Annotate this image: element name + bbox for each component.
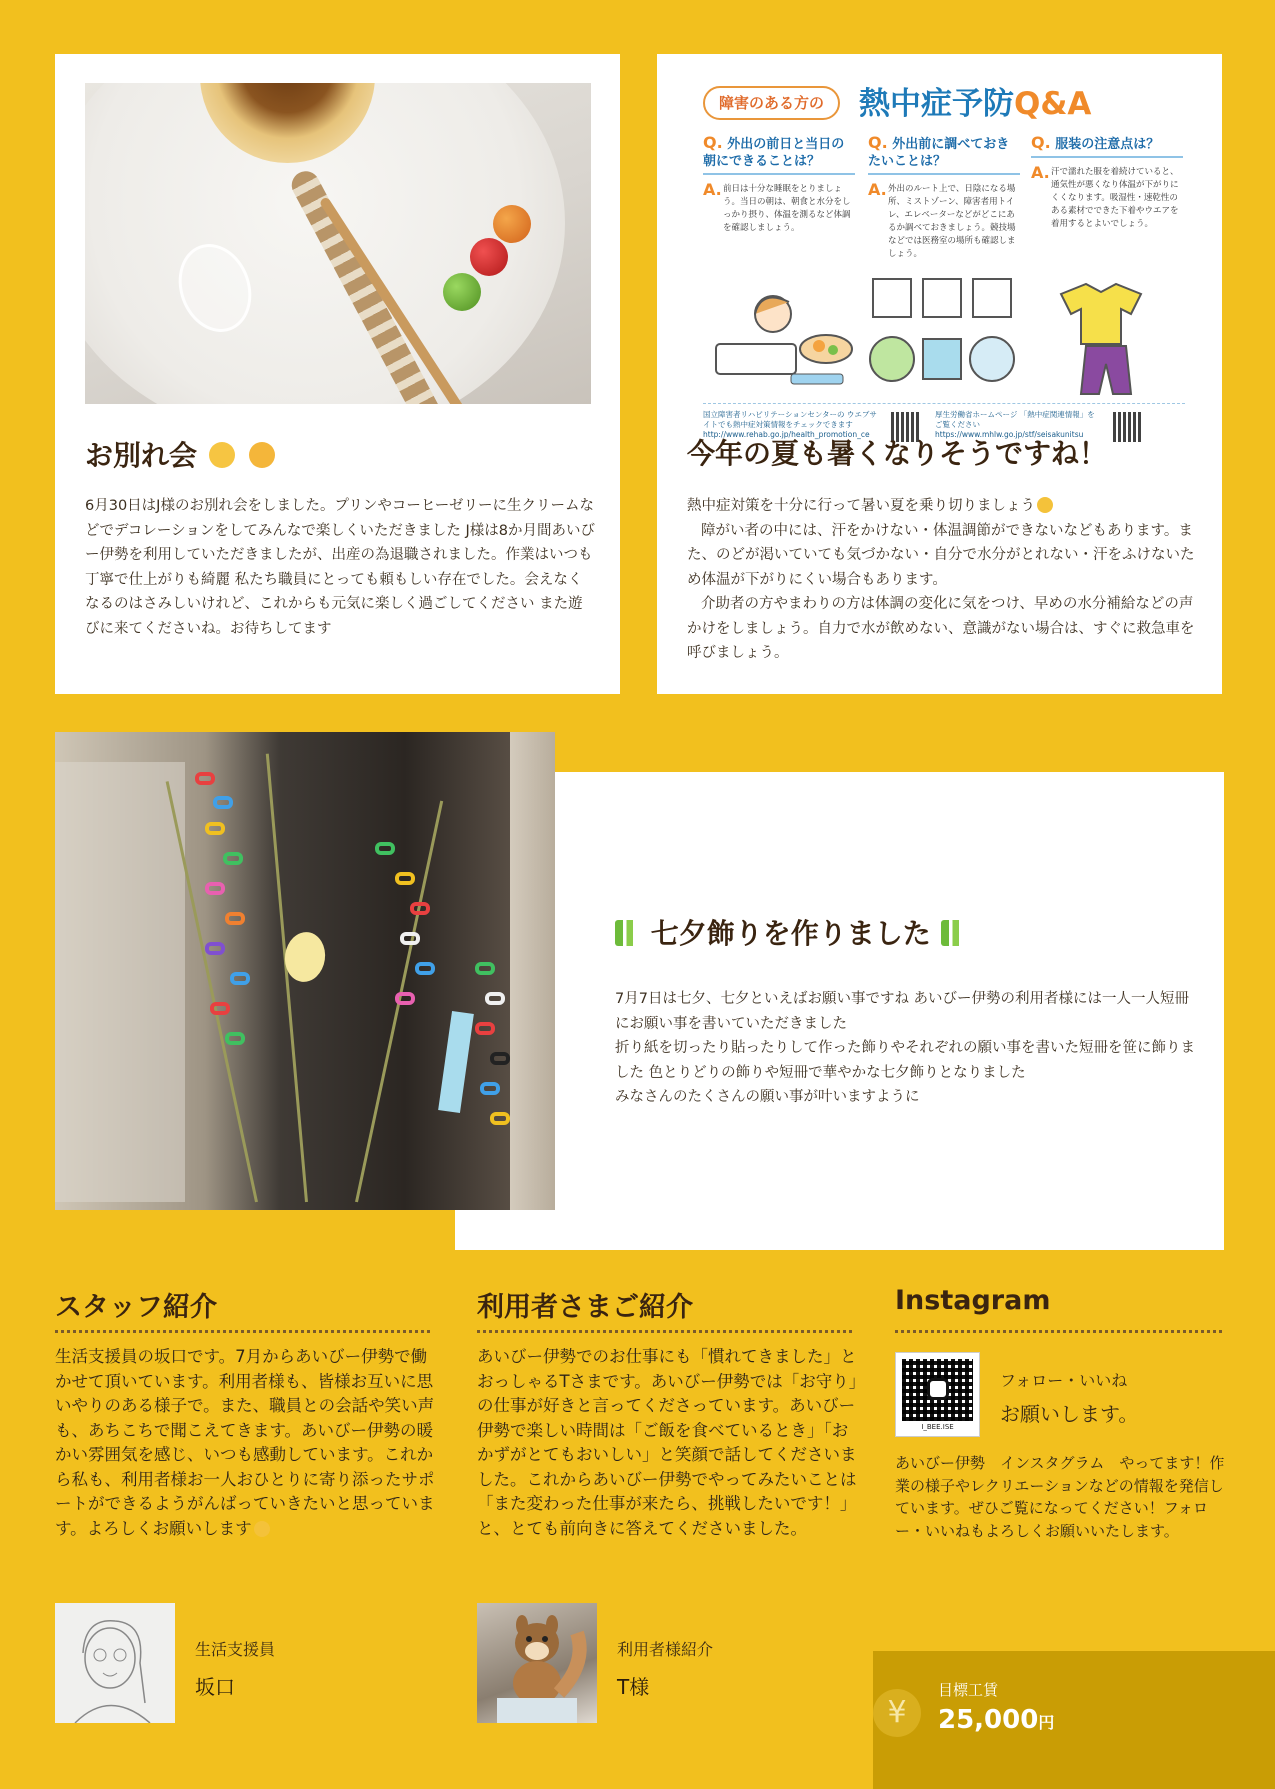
poster-q3: 服装の注意点は？ <box>1055 137 1160 152</box>
staff-name: 坂口 <box>195 1675 235 1699</box>
target-wage-box <box>873 1651 1275 1789</box>
staff-divider <box>55 1330 430 1333</box>
farewell-title: お別れ会 <box>85 434 277 474</box>
clothes-illustration <box>1031 274 1181 400</box>
smiling-face-icon <box>254 1521 270 1537</box>
tanabata-photo <box>55 732 555 1210</box>
yen-icon: ¥ <box>873 1689 921 1737</box>
sleeping-person-illustration <box>711 274 861 400</box>
summer-body <box>687 494 1197 666</box>
facilities-illustration <box>868 274 1018 400</box>
poster-a3: 汗で濡れた服を着続けていると、通気性が悪くなり体温が下がりにくくなります。吸湿性・速乾性のある素材でできた下着やウエアを着用するとよいでしょう。 <box>1051 167 1179 229</box>
poster-q2: 外出前に調べておきたいことは？ <box>868 137 1010 169</box>
instagram-follow-line2: お願いします。 <box>1000 1402 1139 1426</box>
tanabata-card <box>455 772 1224 1250</box>
staff-text: 生活支援員の坂口です。7月からあいびー伊勢で働かせて頂いています。利用者様も、皆様お互いに思いやりのある様子で。また、職員との会話や笑い声も、あちこちで聞こえてきます。あいびー伊勢の暖かい雰囲気を感じ、いつも感動しています。これから私も、利用者様お一人おひとりに寄り添ったサポートができるようがんばっていきたいと思っています。よろしくお願いします <box>55 1347 435 1538</box>
user-divider <box>477 1330 852 1333</box>
tanabata-line1: 7月7日は七夕、七夕といえばお願い事ですね あいびー伊勢の利用者様には一人一人短冊にお願い事を書いていただきました <box>615 991 1190 1032</box>
instagram-text: あいびー伊勢 インスタグラム やってます！作業の様子やレクリエーションなどの情報を発信しています。ぜひご覧になってください！フォロー・いいねもよろしくお願いいたします。 <box>895 1454 1225 1540</box>
poster-pill: 障害のある方の <box>703 86 840 120</box>
farewell-card <box>55 54 620 694</box>
summer-title: 今年の夏も暑くなりそうですね！ <box>687 437 1108 470</box>
tanabata-body <box>615 987 1195 1110</box>
target-wage-label: 目標工賃 <box>938 1681 999 1699</box>
staff-role: 生活支援員 <box>195 1640 276 1659</box>
tanabata-line2: 折り紙を切ったり貼ったりして作った飾りやそれぞれの願い事を書いた短冊を笹に飾りました 色とりどりの飾りや短冊で華やかな七夕飾りとなりました <box>615 1040 1195 1081</box>
summer-p2: 障がい者の中には、汗をかけない・体温調節ができないなどもあります。また、のどが渇いていても気づかない・自分で水分がとれない・汗をふけないため体温が下がりにくい場合もあります。 <box>687 522 1195 588</box>
farewell-photo <box>85 83 591 404</box>
instagram-qr-code[interactable] <box>895 1352 980 1437</box>
heatstroke-card <box>657 54 1222 694</box>
tanabata-title: 七夕飾りを作りました <box>615 912 967 952</box>
summer-p3: 介助者の方やまわりの方は体調の変化に気をつけ、早めの水分補給などの声かけをしましょう。自力で水が飲めない、意識がない場合は、すぐに救急車を呼びましょう。 <box>687 596 1195 661</box>
bamboo-icon <box>615 920 641 946</box>
heatstroke-poster: 障害のある方の 熱中症予防Q&A Q. 外出の前日と当日の朝にできることは？ A. 前日は十分な睡眠をとりましょう。当日の朝は、朝食と水分をしっかり摂り、体温を測るなど体調を確認しましょう。 Q. 外出前に調べておきたいことは？ A. 外出のルート上で、日陰になる場所、ミストゾーン、障害者用トイレ、エレベーターなどがどこにあるか調べておきましょう。競技場などでは医務室の場所も確認しましょう。 Q. 服装の注意点は？ A. 汗で濡れた服を着続けていると、通気性が悪くなり体温が下がりにくくなります。吸湿性・速乾性のある素材でできた下着やウエアを着用するとよいでしょう。 国立障害者リハビリテーションセンターの ウエブサイトでも熱中症対策情報をチェックできます http://www.rehab.go.jp/health_promotion_ce 厚生労働省ホームページ 「熱中症関連情報」をご覧ください https://www.mhlw.go.jp/stf/seisakunitsu <box>703 78 1185 460</box>
staff-heading: スタッフ紹介 <box>55 1292 217 1323</box>
instagram-divider <box>895 1330 1222 1333</box>
target-wage-value: 25,000円 <box>938 1705 1055 1735</box>
staff-portrait <box>55 1603 175 1723</box>
bamboo-icon <box>941 920 967 946</box>
poster-a2: 外出のルート上で、日陰になる場所、ミストゾーン、障害者用トイレ、エレベーターなどがどこにあるか調べておきましょう。競技場などでは医務室の場所も確認しましょう。 <box>888 184 1016 259</box>
summer-p1: 熱中症対策を十分に行って暑い夏を乗り切りましょう <box>687 494 1197 519</box>
user-heading: 利用者さまご紹介 <box>477 1292 693 1323</box>
user-portrait <box>477 1603 597 1723</box>
poster-title: 熱中症予防Q&A <box>859 86 1092 122</box>
instagram-heading: Instagram <box>895 1285 1051 1316</box>
instagram-icon <box>927 1378 949 1400</box>
waving-hand-icon <box>209 442 235 468</box>
poster-qr-right-icon <box>1113 412 1143 442</box>
crying-face-icon <box>249 442 275 468</box>
poster-footer: 国立障害者リハビリテーションセンターの ウエブサイトでも熱中症対策情報をチェックできます http://www.rehab.go.jp/health_promotion_ce 厚生労働省ホームページ 「熱中症関連情報」をご覧ください https://www.mhlw.go.jp/stf/seisakunitsu <box>703 403 1185 453</box>
grinning-face-icon <box>1037 497 1053 513</box>
farewell-body: 6月30日はJ様のお別れ会をしました。プリンやコーヒーゼリーに生クリームなどでデコレーションをしてみんなで楽しくいただきました J様は8か月間あいびー伊勢を利用していただきましたが、出産の為退職されました。作業はいつも丁寧で仕上がりも綺麗 私たち職員にとっても頼もしい存在でした。会えなくなるのはさみしいけれど、これからも元気に楽しく過ごしてください また遊びに来てくださいね。お待ちしてます <box>85 498 595 637</box>
poster-a1: 前日は十分な睡眠をとりましょう。当日の朝は、朝食と水分をしっかり摂り、体温を測るなど体調を確認しましょう。 <box>723 184 851 233</box>
user-role: 利用者様紹介 <box>617 1640 714 1659</box>
qr-caption: I_BEE.ISE <box>921 1423 954 1431</box>
poster-q1: 外出の前日と当日の朝にできることは？ <box>703 137 845 169</box>
user-text: あいびー伊勢でのお仕事にも「慣れてきました」とおっしゃるTさまです。あいびー伊勢では「お守り」の仕事が好きと言ってくださっています。あいびー伊勢で楽しい時間は「ご飯を食べているとき」「おかずがとてもおいしい」と笑顔で話してくださいました。これからあいびー伊勢でやってみたいことは「また変わった仕事が来たら、挑戦したいです！」と、とても前向きに答えてくださいました。 <box>477 1347 858 1538</box>
user-name: T様 <box>617 1675 650 1699</box>
tanabata-line3: みなさんのたくさんの願い事が叶いますように <box>615 1089 920 1105</box>
instagram-follow-line1: フォロー・いいね <box>1000 1371 1128 1390</box>
